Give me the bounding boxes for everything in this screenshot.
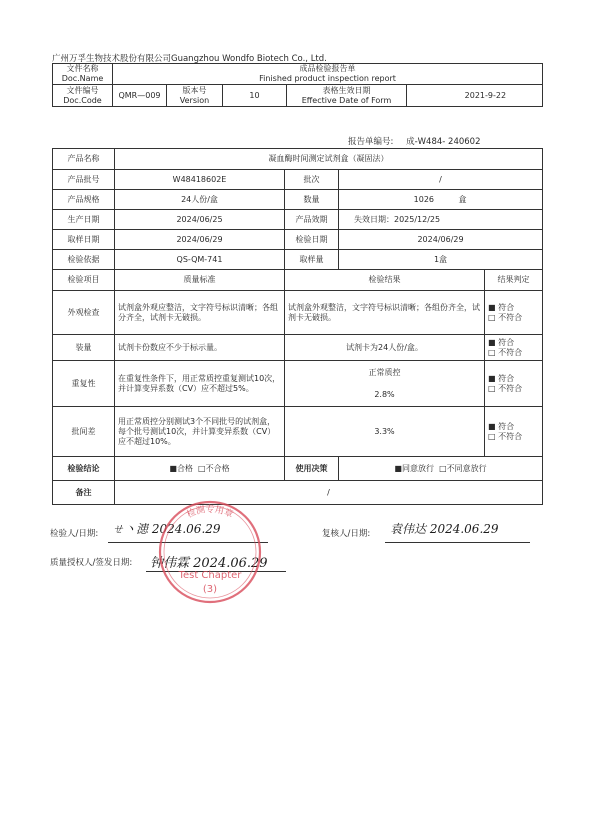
lot-label: 产品批号 (53, 170, 115, 190)
effective-date-label: 表格生效日期 Effective Date of Form (287, 85, 407, 107)
inspection-item-row (53, 407, 543, 457)
item-result: 试剂盒外观整洁，文字符号标识清晰；各组份齐全，试剂卡无破损。 (285, 291, 485, 335)
test-chapter-stamp (150, 492, 270, 612)
item-standard: 试剂盒外观应整洁，文字符号标识清晰；各组分齐全，试剂卡无破损。 (115, 291, 285, 335)
reviewer-label: 复核人/日期: (322, 529, 371, 539)
empty-box-icon: □ (439, 463, 447, 473)
item-judgement: ■ 符合 □ 不符合 (485, 335, 543, 361)
doc-name-value: 成品检验报告单 Finished product inspection report (113, 64, 543, 85)
sample-qty-value: 1盒 (339, 250, 543, 270)
items-header-standard: 质量标准 (115, 270, 285, 291)
batch-value: / (339, 170, 543, 190)
inspector-signature: ㄝ丶漶 2024.06.29 (112, 522, 221, 536)
inspection-item-row (53, 361, 543, 407)
items-header-result: 检验结果 (285, 270, 485, 291)
inspection-item-row (53, 291, 543, 335)
inspection-date-value: 2024/06/29 (339, 230, 543, 250)
report-number-value: 成-W484- 240602 (406, 137, 481, 147)
sample-qty-label: 取样量 (285, 250, 339, 270)
stamp-top-text: 检测专用章 (185, 505, 235, 521)
empty-box-icon: □ (488, 312, 496, 322)
item-judgement: ■ 符合 □ 不符合 (485, 361, 543, 407)
conclusion-label: 检验结论 (53, 457, 115, 481)
items-header-item: 检验项目 (53, 270, 115, 291)
conclusion-options: ■合格 □不合格 (115, 457, 285, 481)
version-label: 版本号 Version (167, 85, 223, 107)
basis-label: 检验依据 (53, 250, 115, 270)
empty-box-icon: □ (488, 383, 496, 393)
qa-signature: 钟伟霖 2024.06.29 (150, 556, 268, 571)
item-standard: 试剂卡份数应不少于标示量。 (115, 335, 285, 361)
quantity-value: 1026 盒 (339, 190, 543, 210)
sampling-date-value: 2024/06/29 (115, 230, 285, 250)
doc-name-label: 文件名称 Doc.Name (53, 64, 113, 85)
item-name: 批间差 (53, 407, 115, 457)
product-name-value: 凝血酶时间测定试剂盒（凝固法） (115, 149, 543, 170)
items-header-judgement: 结果判定 (485, 270, 543, 291)
product-name-label: 产品名称 (53, 149, 115, 170)
effective-date-value: 2021-9-22 (407, 85, 543, 107)
stamp-number-text: (3) (202, 584, 218, 595)
item-standard: 用正常质控分别测试3个不同批号的试剂盒，每个批号测试10次，并计算变异系数（CV）应不超过10%。 (115, 407, 285, 457)
item-result: 3.3% (285, 407, 485, 457)
report-number-label: 报告单编号: (348, 137, 394, 147)
checked-box-icon: ■ (488, 421, 496, 431)
basis-value: QS-QM-741 (115, 250, 285, 270)
item-judgement: ■ 符合 □ 不符合 (485, 291, 543, 335)
empty-box-icon: □ (488, 347, 496, 357)
document-header-table (52, 63, 543, 107)
expiry-date: 失效日期：2025/12/25 (339, 210, 543, 230)
checked-box-icon: ■ (488, 337, 496, 347)
item-name: 外观检查 (53, 291, 115, 335)
inspection-item-row (53, 335, 543, 361)
doc-code-value: QMR—009 (113, 85, 167, 107)
reviewer-signature: 袁伟达 2024.06.29 (390, 522, 499, 536)
mfg-date-label: 生产日期 (53, 210, 115, 230)
qa-label: 质量授权人/签发日期: (50, 558, 133, 568)
decision-label: 使用决策 (285, 457, 339, 481)
item-judgement: ■ 符合 □ 不符合 (485, 407, 543, 457)
remarks-label: 备注 (53, 481, 115, 505)
sampling-date-label: 取样日期 (53, 230, 115, 250)
inspection-table (52, 148, 543, 505)
item-name: 装量 (53, 335, 115, 361)
validity-label: 产品效期 (285, 210, 339, 230)
report-number (348, 135, 481, 147)
mfg-date-value: 2024/06/25 (115, 210, 285, 230)
item-result: 正常质控 2.8% (285, 361, 485, 407)
item-name: 重复性 (53, 361, 115, 407)
doc-code-label: 文件编号 Doc.Code (53, 85, 113, 107)
empty-box-icon: □ (198, 463, 206, 473)
remarks-value: / (115, 481, 543, 505)
lot-value: W48418602E (115, 170, 285, 190)
empty-box-icon: □ (488, 431, 496, 441)
spec-label: 产品规格 (53, 190, 115, 210)
decision-options: ■同意放行 □不同意放行 (339, 457, 543, 481)
checked-box-icon: ■ (394, 463, 402, 473)
checked-box-icon: ■ (488, 373, 496, 383)
quantity-label: 数量 (285, 190, 339, 210)
item-standard: 在重复性条件下，用正常质控重复测试10次，并计算变异系数（CV）应不超过5%。 (115, 361, 285, 407)
batch-label: 批次 (285, 170, 339, 190)
company-name: 广州万孚生物技术股份有限公司Guangzhou Wondfo Biotech Co., Ltd. (52, 54, 327, 64)
inspection-date-label: 检验日期 (285, 230, 339, 250)
item-result: 试剂卡为24人份/盒。 (285, 335, 485, 361)
checked-box-icon: ■ (488, 302, 496, 312)
checked-box-icon: ■ (169, 463, 177, 473)
version-value: 10 (223, 85, 287, 107)
spec-value: 24人份/盒 (115, 190, 285, 210)
stamp-english-text: Test Chapter (178, 570, 242, 581)
inspector-label: 检验人/日期: (50, 529, 99, 539)
